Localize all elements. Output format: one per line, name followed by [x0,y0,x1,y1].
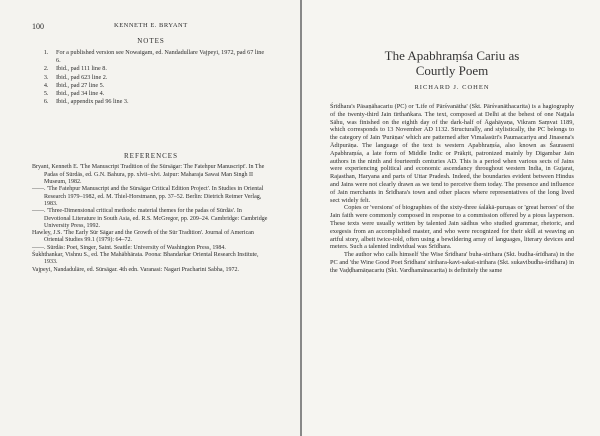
reference-item: ——. 'The Fatehpur Manuscript and the Sūrsāgar Critical Edition Project'. In Studies in Oriental Research 1979–1982, ed. M. Thiel-Horstmann, pp. 37–52. Berlin: Dietrich Reimer Verlag, 1983. [32,186,264,207]
note-item: 5. Ibid., pad 34 line 4. [50,90,270,98]
note-item: 6. Ibid., appendix pad 96 line 3. [50,98,270,106]
notes-heading: NOTES [137,37,165,45]
body-paragraph: Copies or 'versions' of biographies of the sixty-three śalākā-puruṣas or 'great heroes' of the Jain faith were commonly composed in response to a commission offered by a pious layperson. These texts were usually written by talented Jain sādhus who studied grammar, rhetoric, and exegesis from an accomplished master, and who were recognized for their skill at weaving an artful story, albeit twice-told, often using a bewildering array of languages, literary devices and meters. Such a talented individual was Śrīdhara. [330,204,574,251]
reference-item: Hawley, J.S. 'The Early Sūr Sāgar and the Growth of the Sūr Tradition'. Journal of American Oriental Studies 99.1 (1979): 64–72. [32,230,254,244]
article-body [330,103,574,275]
right-page [302,0,600,436]
article-author: RICHARD J. COHEN [414,84,490,91]
page-number: 100 [32,22,44,31]
reference-item: Bryant, Kenneth E. 'The Manuscript Tradition of the Sūrsāgar: The Fatehpur Manuscript'. In The Padas of Sūrdās, ed. G.N. Bahura, pp. xlvii–xlvi. Jaipur: Maharaja Sawai Man Singh II Museum, 1982. [32,164,265,186]
article-title-line: The Apabhraṃśa Cariu as [384,48,520,63]
note-item: 4. Ibid., pad 27 line 5. [50,82,270,90]
reference-item: Śukhthankar, Vishnu S., ed. The Mahābhārata. Poona: Bhandarkar Oriental Research Institute, 1933. [32,251,259,266]
body-paragraph: The author who calls himself 'the Wise Śrīdhara' buha-sirihara (Skt. budha-śrīdhara) in the PC and 'the Wine Good Poet Śrīdhara' sirihara-kavi-sakai-sirihara (Skt. sukavibudha-śrīdhara) in the Vaḍḍhamāṇacariu (Skt. Vardhamānacarita) is definitely the same [330,251,574,274]
article-title-line: Courtly Poem [415,63,489,78]
reference-item: Vajpeyi, Nandadulāre, ed. Sūrsāgar. 4th edn. Varanasi: Nagari Pracharini Sabha, 1972. [32,266,239,273]
reference-item: ——. 'Three-Dimensional critical methods: material themes for the padas of Sūrdās'. In Devotional Literature in South Asia, ed. R.S. McGregor, pp. 209–24. Cambridge: Cambridge University Press, 1992. [32,208,268,229]
references-list [32,164,270,273]
note-item: 2. Ibid., pad 111 line 8. [50,65,270,73]
reference-item: ——. Sūrdās: Poet, Singer, Saint. Seattle: University of Washington Press, 1984. [32,244,226,251]
notes-list [32,49,270,106]
running-head-title: KENNETH E. BRYANT [114,22,188,29]
body-paragraph: Śrīdhara's Pāsaṇāhacariu (PC) or 'Life of Pārśvanātha' (Skt. Pārśvanāthacarita) is a hagiography of the twenty-third Jain tīrthaṅkara. The text, composed at Delhi at the behest of one Naṭṭala Sāhu, was finished on the eighth day of the dark-half of Āgahāyaṇa, Vikram Saṃvat 1189, which corresponds to 13 November AD 1132. Structurally, and stylistically, the PC belongs to the category of Jain 'Purāṇas' which are patterned after Vimalasūri's Paumacariyu and Jinasena's Ādipurāṇa. The language of the text is western Apabhraṃśa, also known as Śauraseni Apabhraṃśa, a late form of Middle Indic or Prākṛit, patronized mainly by Digambar Jain authors in the ninth and fourteenth centuries AD. This is a period when various sects of Jains were experiencing political and economic ascendancy throughout western India, in Gujarat, Rajasthan, Haryana and parts of Uttar Pradesh. Indeed, the boundaries evident between Hindus and Jains were not clearly drawn as we tend to perceive them today. The presence and influence of Jain merchants in Śrīdhara's town and other places where representatives of the long lived sect widely felt. [330,103,574,204]
references-heading: REFERENCES [124,152,178,161]
note-item: 3. Ibid., pad 623 line 2. [50,74,270,82]
article-title [330,48,574,78]
note-item: 1. For a published version see Nowaigam, ed. Nandadullare Vajpeyi, 1972, pad 67 line 6. [50,49,270,65]
running-head [32,22,270,31]
